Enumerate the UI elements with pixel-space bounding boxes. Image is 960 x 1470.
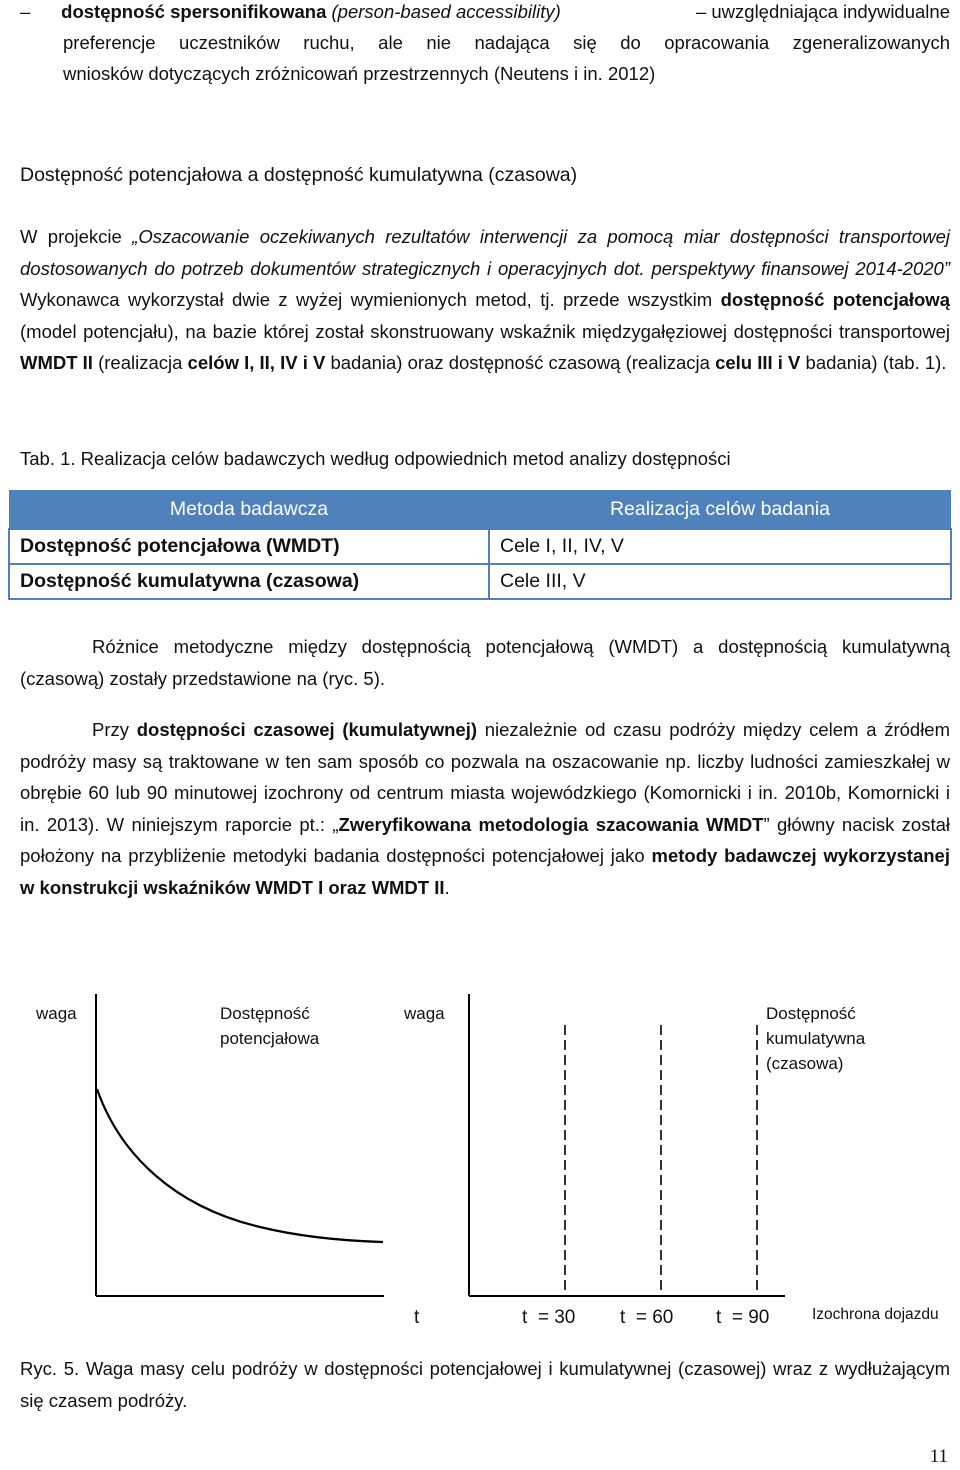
right-y-label: waga [404,1004,445,1023]
project-title: „Oszacowanie oczekiwanych rezultatów interwencji za pomocą miar dostępności transportowej dostosowanych do potrzeb dokumentów strategicznych i operacyjnych dot. perspektywy finansowej 2014-2020” [20,226,950,279]
table-cell-goals: Cele III, V [489,564,951,599]
bullet-term: dostępność spersonifikowana [61,1,327,22]
page-number: 11 [929,1446,948,1467]
bullet-line2: preferencje uczestników ruchu, ale nie nadająca się do opracowania zgeneralizowanych [63,32,950,53]
left-x-label: t [414,1307,420,1328]
tick-t90: t = 90 [716,1307,770,1328]
left-panel-title: Dostępność potencjałowa [220,1004,320,1048]
methods-table [8,490,952,600]
table-cell-method: Dostępność potencjałowa (WMDT) [9,529,489,564]
paragraph-cumulative: Przy dostępności czasowej (kumulatywnej) niezależnie od czasu podróży między celem a źródłem podróży masy są traktowane w ten sam sposób co pozwala na oszacowanie np. liczby ludności zamieszkałej w obrębie 60 lub 90 minutowej izochrony od centrum miasta wojewódzkiego (Komornicki i in. 2010b, Komornicki i in. 2013). W niniejszym raporcie pt.: „Zweryfikowana metodologia szacowania WMDT” główny nacisk został położony na przybliżenie metodyki badania dostępności potencjałowej jako metody badawczej wykorzystanej w konstrukcji wskaźników WMDT I oraz WMDT II. [20,719,951,898]
table-header-row [9,490,951,529]
tick-t60: t = 60 [620,1307,674,1328]
section-heading: Dostępność potencjałowa a dostępność kumulatywna (czasowa) [20,164,578,186]
paragraph-differences: Różnice metodyczne między dostępnością potencjałową (WMDT) a dostępnością kumulatywną (czasową) zostały przedstawione na (ryc. 5). [20,636,950,689]
table-header-goals: Realizacja celów badania [489,490,951,529]
figure-caption: Ryc. 5. Waga masy celu podróży w dostępności potencjałowej i kumulatywnej (czasowej) wraz z wydłużającym się czasem podróży. [20,1358,950,1411]
table-caption: Tab. 1. Realizacja celów badawczych według odpowiednich metod analizy dostępności [20,448,731,469]
right-x-label: Izochrona dojazdu [812,1306,939,1323]
table-row [9,564,951,599]
decay-curve [97,1089,383,1242]
table-row [9,529,951,564]
paragraph-project: W projekcie „Oszacowanie oczekiwanych rezultatów interwencji za pomocą miar dostępności transportowej dostosowanych do potrzeb dokumentów strategicznych i operacyjnych dot. perspektywy finansowej 2014-2020” Wykonawca wykorzystał dwie z wyżej wymienionych metod, tj. przede wszystkim dostępność potencjałową (model potencjału), na bazie której został skonstruowany wskaźnik międzygałęziowej dostępności transportowej WMDT II (realizacja celów I, II, IV i V badania) oraz dostępność czasową (realizacja celu III i V badania) (tab. 1). [20,226,950,373]
bullet-dash: – [20,1,31,22]
tick-t30: t = 30 [522,1307,576,1328]
bullet-term-english: (person-based accessibility) [331,1,561,22]
table-cell-method: Dostępność kumulatywna (czasowa) [9,564,489,599]
left-y-label: waga [36,1004,77,1023]
table-cell-goals: Cele I, II, IV, V [489,529,951,564]
bullet-line3: wniosków dotyczących zróżnicowań przestrzennych (Neutens i in. 2012) [63,63,656,84]
table-header-method: Metoda badawcza [9,490,489,529]
bullet-item [20,0,950,28]
right-panel-title: Dostępność kumulatywna (czasowa) [766,1004,866,1073]
bullet-line1-rest: – uwzględniająca indywidualne [695,1,950,22]
